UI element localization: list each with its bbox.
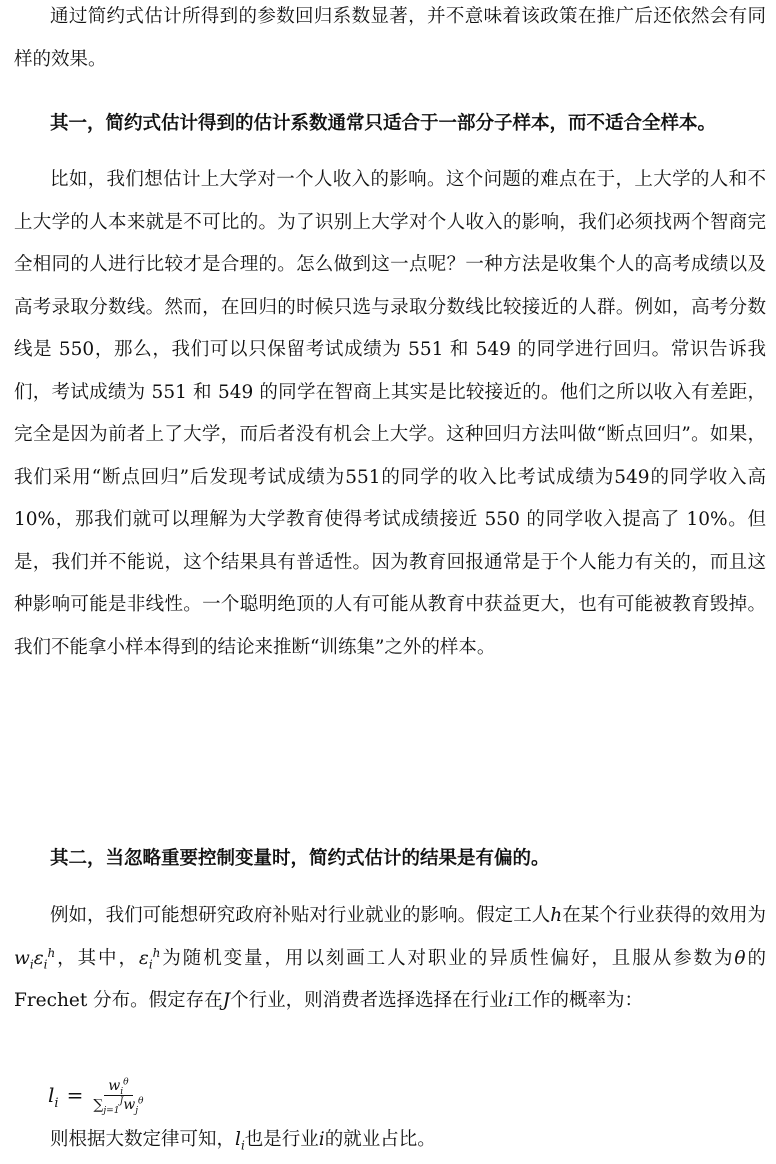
math-l-i: $l_i$: [235, 1129, 245, 1153]
heading-point-two: 其二，当忽略重要控制变量时，简约式估计的结果是有偏的。: [50, 848, 550, 869]
intro-line-2: 同样的效果。: [14, 6, 766, 70]
formula-lhs: $l_i$: [48, 1083, 59, 1111]
math-i: i: [507, 990, 514, 1011]
text-segment: 个行业，则消费者选择选择在行业: [230, 990, 508, 1011]
math-h: h: [550, 905, 563, 926]
text-segment: 在某个行业获得的效用为: [562, 905, 766, 926]
formula-fraction: [91, 1077, 145, 1114]
math-w-i: $w_i$: [14, 947, 34, 972]
text-segment: 也是行业: [244, 1129, 319, 1150]
math-i: i: [318, 1129, 325, 1150]
math-epsilon-i-h-2: $\varepsilon_i^h$: [138, 945, 161, 972]
formula-denominator: $\sum_{j=1}^Jw_j^\theta$: [93, 1095, 144, 1116]
heading-point-one: 其一，简约式估计得到的估计系数通常只适合于一部分子样本，而不适合全样本。: [50, 113, 717, 134]
example-paragraph-subsidy: [14, 895, 766, 1023]
text-segment: 则根据大数定律可知，: [50, 1129, 236, 1150]
formula-numerator: $w_i^\theta$: [104, 1077, 132, 1096]
conclusion-paragraph: [14, 1119, 766, 1162]
math-theta: θ: [734, 947, 746, 969]
text-segment: 例如，我们可能想研究政府补贴对行业就业的影响。假定工人: [50, 905, 551, 926]
math-J: J: [222, 990, 231, 1011]
math-epsilon-i-h: $\varepsilon_i^h$: [33, 945, 56, 972]
text-segment: 的 Frechet 分布。假定存在: [14, 947, 766, 1011]
probability-formula: [48, 1067, 146, 1123]
text-segment: 的就业占比。: [324, 1129, 436, 1150]
text-segment: 工作的概率为：: [513, 990, 644, 1011]
example-paragraph-rdd: 比如，我们想估计上大学对一个人收入的影响。这个问题的难点在于，上大学的人和不上大学的人本来就是不可比的。为了识别上大学对个人收入的影响，我们必须找两个智商完全相同的人进行比较才是合理的。怎么做到这一点呢？一种方法是收集个人的高考成绩以及高考录取分数线。然而，在回归的时候只选与录取分数线比较接近的人群。例如，高考分数线是 550，那么，我们可以只保留考试成绩为 551 和 549 的同学进行回归。常识告诉我们，考试成绩为 551 和 549 的同学在智商上其实是比较接近的。他们之所以收入有差距，完全是因为前者上了大学，而后者没有机会上大学。这种回归方法叫做“断点回归”。如果，我们采用“断点回归”后发现考试成绩为551的同学的收入比考试成绩为549的同学收入高10%，那我们就可以理解为大学教育使得考试成绩接近 550 的同学收入提高了 10%。但是，我们并不能说，这个结果具有普适性。因为教育回报通常是于个人能力有关的，而且这种影响可能是非线性。一个聪明绝顶的人有可能从教育中获益更大，也有可能被教育毁掉。我们不能拿小样本得到的结论来推断“训练集”之外的样本。: [14, 169, 766, 658]
text-segment: ，其中，: [55, 947, 139, 969]
text-segment: 为随机变量，用以刻画工人对职业的异质性偏好，且服从参数为: [160, 947, 735, 969]
intro-line-1: 通过简约式估计所得到的参数回归系数显著，并不意味着该政策在推广后还依然会有: [50, 6, 748, 27]
formula-equals: =: [66, 1083, 84, 1107]
intro-paragraph: [14, 0, 766, 81]
